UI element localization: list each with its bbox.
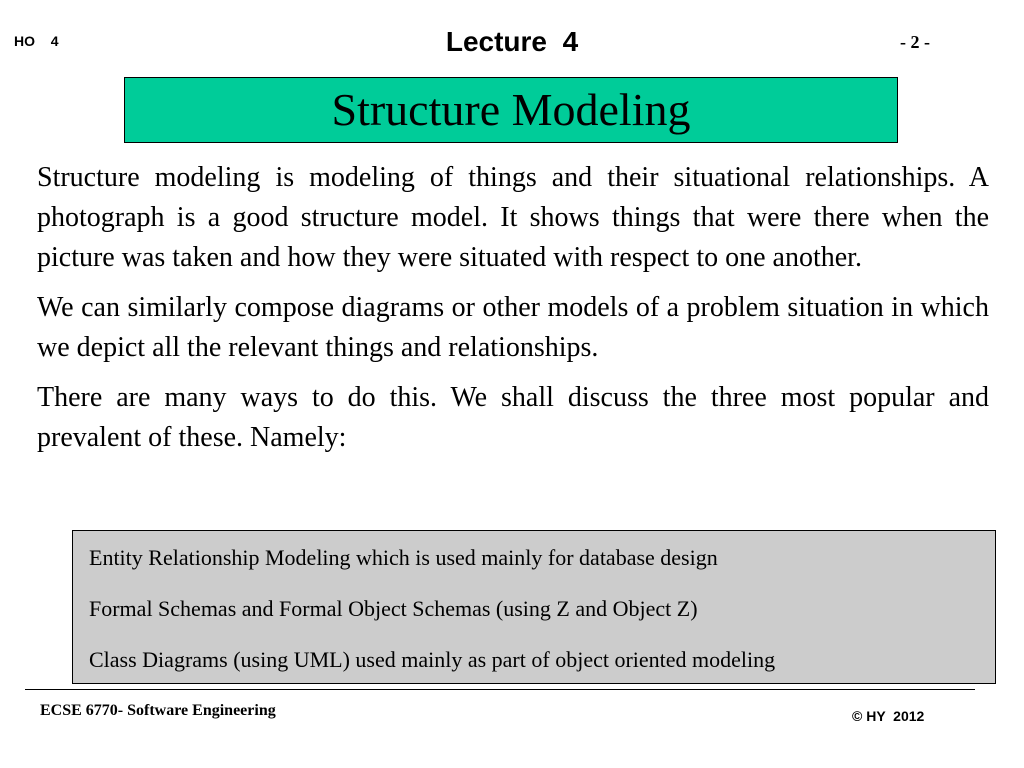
- list-item-er-modeling: Entity Relationship Modeling which is used mainly for database design: [89, 545, 718, 570]
- body-paragraph-1: Structure modeling is modeling of things and their situational relationships. A photograph is a good structure model. It shows things that were there when the picture was taken and how they were situated with respect to one another.: [37, 162, 989, 273]
- slide-title-box: [124, 77, 898, 143]
- footer-course: ECSE 6770- Software Engineering: [40, 702, 276, 719]
- methods-list-box: [72, 530, 996, 684]
- body-text: [37, 158, 989, 468]
- body-paragraph-3: There are many ways to do this. We shall discuss the three most popular and prevalent of these. Namely:: [37, 382, 989, 453]
- lecture-title: Lecture 4: [445, 26, 579, 57]
- footer-divider: [25, 689, 975, 690]
- footer-copyright: © HY 2012: [852, 708, 925, 724]
- handout-label: HO 4: [14, 33, 59, 49]
- page-number: - 2 -: [900, 32, 930, 52]
- list-item-formal-schemas: Formal Schemas and Formal Object Schemas (using Z and Object Z): [89, 596, 698, 621]
- slide-title: Structure Modeling: [331, 84, 691, 135]
- list-item-class-diagrams: Class Diagrams (using UML) used mainly as part of object oriented modeling: [89, 647, 776, 672]
- body-paragraph-2: We can similarly compose diagrams or other models of a problem situation in which we depict all the relevant things and relationships.: [37, 292, 989, 363]
